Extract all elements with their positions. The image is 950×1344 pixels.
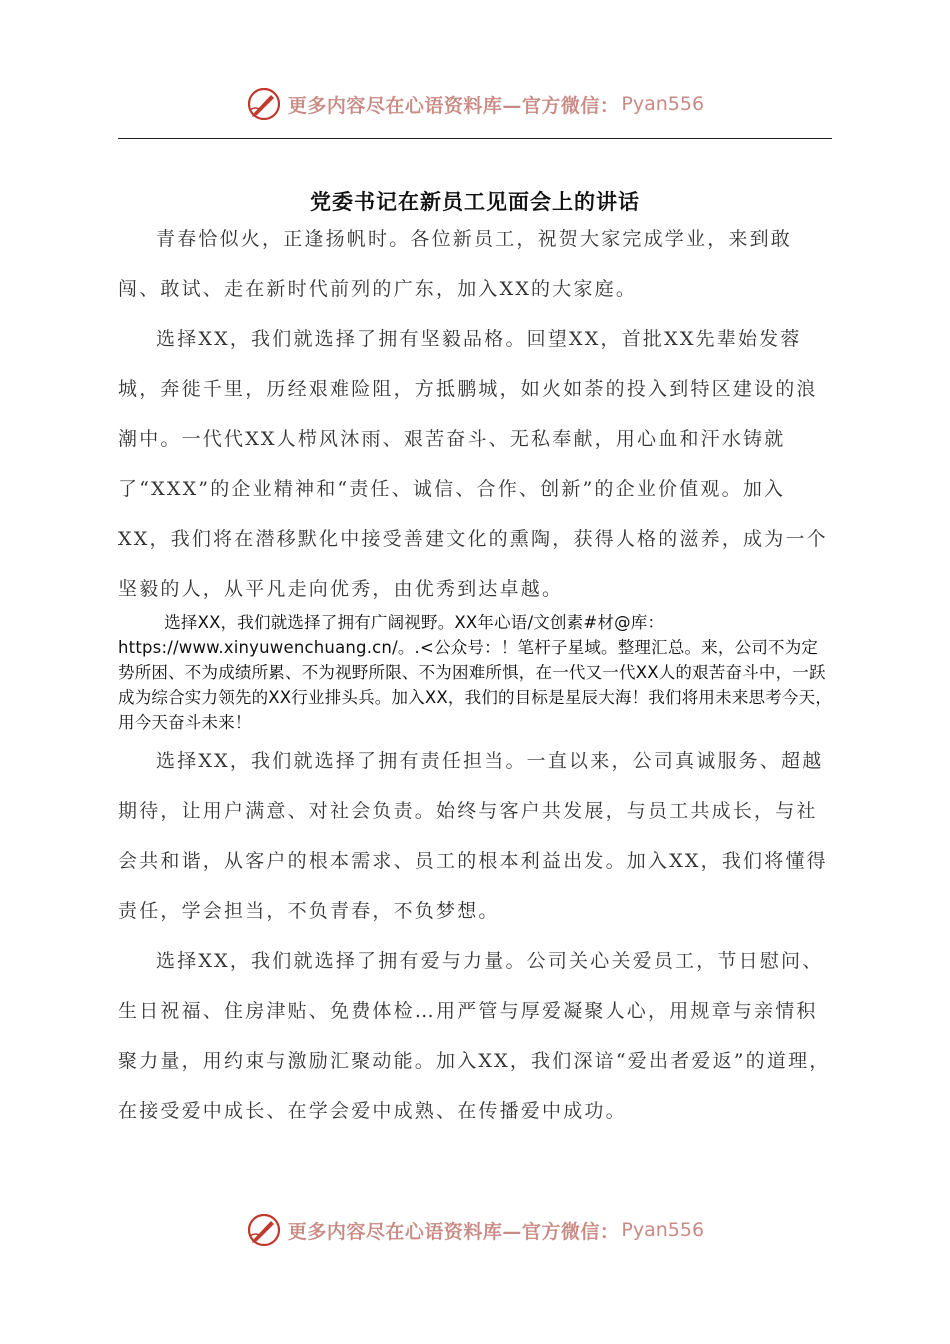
body-section-b [118,736,834,1136]
paragraph-dense: 选择XX，我们就选择了拥有广阔视野。XX年心语/文创素#材@库：https://www.xinyuwenchuang.cn/。.<公众号：！笔杆子星域。整理汇总。来，公司不为定势所困、不为成绩所累、不为视野所限、不为困难所惧，在一代又一代XX人的艰苦奋斗中，一跃成为综合实力领先的XX行业排头兵。加入XX，我们的目标是星辰大海！我们将用未来思考今天，用今天奋斗未来！ [118,613,833,732]
pen-logo-icon [246,86,282,122]
paragraph: 选择XX，我们就选择了拥有爱与力量。公司关心关爱员工，节日慰问、生日祝福、住房津贴、免费体检…用严管与厚爱凝聚人心，用规章与亲情积聚力量，用约束与激励汇聚动能。加入XX，我们深谙“爱出者爱返”的道理，在接受爱中成长、在学会爱中成熟、在传播爱中成功。 [118,950,831,1122]
footer-banner [0,1210,950,1250]
paragraph: 选择XX，我们就选择了拥有坚毅品格。回望XX，首批XX先辈始发蓉城，奔徙千里，历经艰难险阻，方抵鹏城，如火如荼的投入到特区建设的浪潮中。一代代XX人栉风沐雨、艰苦奋斗、无私奉献，用心血和汗水铸就了“XXX”的企业精神和“责任、诚信、合作、创新”的企业价值观。加入XX，我们将在潜移默化中接受善建文化的熏陶，获得人格的滋养，成为一个坚毅的人，从平凡走向优秀，由优秀到达卓越。 [118,328,828,600]
pen-logo-icon [246,1212,282,1248]
banner-wechat-id: Pyan556 [621,93,705,115]
banner-text: 更多内容尽在心语资料库—官方微信： [287,94,620,117]
header-banner [0,84,950,124]
banner-wechat-id: Pyan556 [621,1219,705,1241]
header-divider [118,138,832,139]
document-title: 党委书记在新员工见面会上的讲话 [310,189,640,215]
paragraph: 选择XX，我们就选择了拥有责任担当。一直以来，公司真诚服务、超越期待，让用户满意、对社会负责。始终与客户共发展，与员工共成长，与社会共和谐，从客户的根本需求、员工的根本利益出发。加入XX，我们将懂得责任，学会担当，不负青春，不负梦想。 [118,750,828,922]
paragraph: 青春恰似火，正逢扬帆时。各位新员工，祝贺大家完成学业，来到敢闯、敢试、走在新时代前列的广东，加入XX的大家庭。 [118,228,793,300]
banner-text: 更多内容尽在心语资料库—官方微信： [287,1220,620,1243]
body-section-a [118,214,834,614]
